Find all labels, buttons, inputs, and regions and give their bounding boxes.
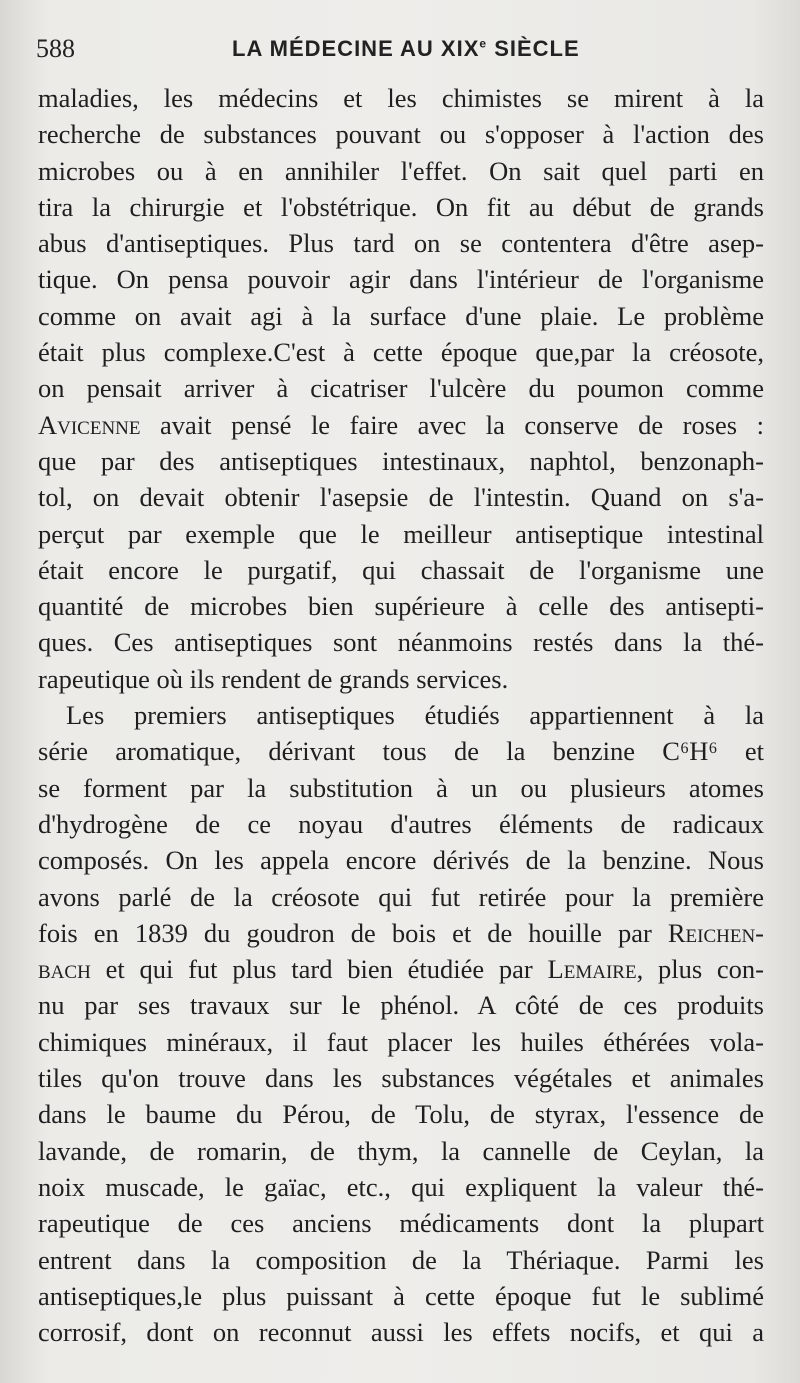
text-line: série aromatique, dérivant tous de la benzine C⁶H⁶ et [38,736,764,767]
text-line: dans le baume du Pérou, de Tolu, de styrax, l'essence de [38,1099,764,1130]
text-line: ques. Ces antiseptiques sont néanmoins restés dans la thé- [38,627,764,658]
text-line: corrosif, dont on reconnut aussi les effets nocifs, et qui a [38,1317,764,1348]
text-line: abus d'antiseptiques. Plus tard on se contentera d'être asep- [38,228,764,259]
text-line: entrent dans la composition de la Thériaque. Parmi les [38,1244,764,1275]
text-line: que par des antiseptiques intestinaux, naphtol, benzonaph- [38,445,764,476]
text-line: bach et qui fut plus tard bien étudiée par Lemaire, plus con- [38,954,764,985]
running-header [36,34,766,68]
text-line: Avicenne avait pensé le faire avec la conserve de roses : [38,409,764,440]
text-line: lavande, de romarin, de thym, la cannelle de Ceylan, la [38,1135,764,1166]
text-line: antiseptiques,le plus puissant à cette époque fut le sublimé [38,1280,764,1311]
text-line: maladies, les médecins et les chimistes se mirent à la [38,83,764,113]
proper-name: bach [38,954,91,985]
text-line: chimiques minéraux, il faut placer les huiles éthérées vola- [38,1026,764,1057]
text-line: recherche de substances pouvant ou s'opposer à l'action des [38,119,764,150]
proper-name: Reichen- [667,917,764,948]
text-line: nu par ses travaux sur le phénol. A côté de ces produits [38,990,764,1021]
text-line: on pensait arriver à cicatriser l'ulcère du poumon comme [38,373,764,404]
text-line: perçut par exemple que le meilleur antiseptique intestinal [38,518,764,549]
proper-name: Lemaire [547,954,637,985]
running-title: LA MÉDECINE AU XIXe SIÈCLE [232,36,580,61]
proper-name: Avicenne [38,409,141,440]
text-line: tiles qu'on trouve dans les substances végétales et animales [38,1063,764,1094]
text-line: composés. On les appela encore dérivés de la benzine. Nous [38,845,764,876]
text-line: avons parlé de la créosote qui fut retirée pour la première [38,881,764,912]
text-line: Les premiers antiseptiques étudiés appartiennent à la [66,700,764,731]
text-line: se forment par la substitution à un ou plusieurs atomes [38,772,764,803]
text-line: fois en 1839 du goudron de bois et de houille par Reichen- [38,917,764,948]
text-line: d'hydrogène de ce noyau d'autres éléments de radicaux [38,808,764,839]
text-line: tira la chirurgie et l'obstétrique. On fit au début de grands [38,191,764,222]
text-line: était encore le purgatif, qui chassait de l'organisme une [38,554,764,585]
text-line: tol, on devait obtenir l'asepsie de l'intestin. Quand on s'a- [38,482,764,513]
text-line: microbes ou à en annihiler l'effet. On sait quel parti en [38,155,764,186]
body-text [38,80,764,1350]
text-line: rapeutique de ces anciens médicaments dont la plupart [38,1208,764,1239]
text-line: noix muscade, le gaïac, etc., qui expliquent la valeur thé- [38,1171,764,1202]
text-line: était plus complexe.C'est à cette époque que,par la créosote, [38,337,764,368]
text-line: rapeutique où ils rendent de grands services. [38,663,509,694]
text-line: tique. On pensa pouvoir agir dans l'intérieur de l'organisme [38,264,764,295]
text-line: quantité de microbes bien supérieure à celle des antisepti- [38,591,764,622]
text-line: comme on avait agi à la surface d'une plaie. Le problème [38,300,764,331]
page-number: 588 [36,34,75,63]
